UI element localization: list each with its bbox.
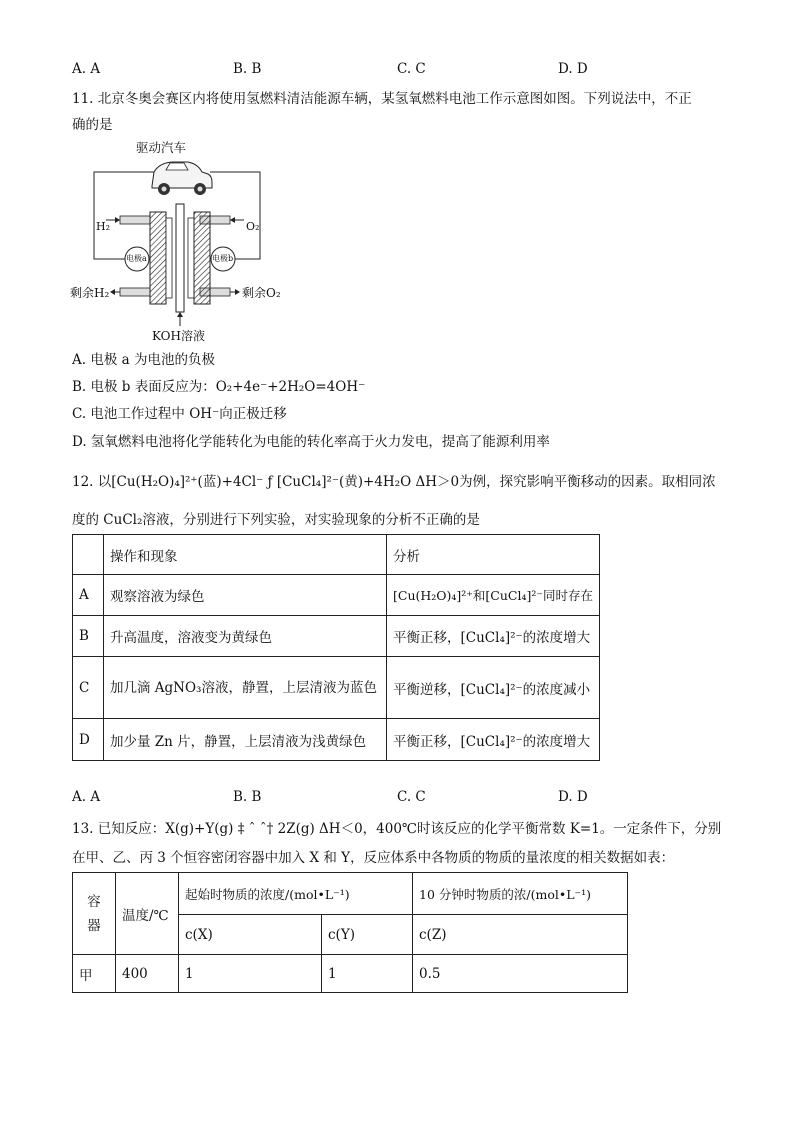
table-cell: 加几滴 AgNO₃溶液，静置，上层清液为蓝色 bbox=[104, 657, 387, 719]
table-cell: 操作和现象 bbox=[104, 535, 387, 575]
table-cell: A bbox=[73, 575, 104, 616]
q11-option-a: A. 电极 a 为电池的负极 bbox=[72, 352, 215, 368]
table-header-row bbox=[73, 535, 600, 575]
car-icon bbox=[152, 162, 212, 195]
container-header: 容器 bbox=[87, 893, 101, 934]
choice-b: B. B bbox=[233, 61, 262, 77]
table-row bbox=[73, 657, 600, 719]
car-label: 驱动汽车 bbox=[136, 140, 187, 155]
electrode-a-label: 电极a bbox=[126, 254, 147, 263]
q12-stem-line1: 12. 以[Cu(H₂O)₄]²⁺(蓝)+4Cl⁻ ƒ [CuCl₄]²⁻(黄)+4H₂O ΔH＞0为例，探究影响平衡移动的因素。取相同浓 bbox=[72, 474, 716, 490]
table-cell: 加少量 Zn 片，静置，上层清液为浅黄绿色 bbox=[104, 719, 387, 761]
fuel-cell-diagram bbox=[70, 134, 300, 344]
choice-d: D. D bbox=[558, 61, 588, 77]
table-cell: 分析 bbox=[387, 535, 600, 575]
table-cell: 平衡正移，[CuCl₄]²⁻的浓度增大 bbox=[387, 719, 600, 761]
table-cell: c(Y) bbox=[322, 915, 413, 955]
q12-choice-c: C. C bbox=[397, 789, 426, 805]
choice-c: C. C bbox=[397, 61, 426, 77]
table-cell: 0.5 bbox=[413, 955, 628, 993]
rest-o2-label: 剩余O₂ bbox=[242, 286, 281, 300]
table-cell: 1 bbox=[179, 955, 322, 993]
table-cell: D bbox=[73, 719, 104, 761]
table-cell: 起始时物质的浓度/(mol•L⁻¹) bbox=[179, 873, 413, 915]
q13-stem-line2: 在甲、乙、丙 3 个恒容密闭容器中加入 X 和 Y，反应体系中各物质的物质的量浓度的相关数据如表： bbox=[72, 850, 675, 866]
q13-table bbox=[72, 872, 628, 993]
q12-table bbox=[72, 534, 600, 761]
q12-choice-a: A. A bbox=[72, 789, 101, 805]
q12-choice-b: B. B bbox=[233, 789, 262, 805]
q11-stem-line2: 确的是 bbox=[72, 117, 113, 133]
table-cell: 观察溶液为绿色 bbox=[104, 575, 387, 616]
table-cell: [Cu(H₂O)₄]²⁺和[CuCl₄]²⁻同时存在 bbox=[387, 575, 600, 616]
choice-a: A. A bbox=[72, 61, 101, 77]
q13-stem-line1: 13. 已知反应：X(g)+Y(g) ‡ ˆ ˆ† 2Z(g) ΔH＜0，400℃时该反应的化学平衡常数 K=1。一定条件下，分别 bbox=[72, 821, 722, 837]
koh-label: KOH溶液 bbox=[152, 329, 205, 343]
q12-stem-line2: 度的 CuCl₂溶液，分别进行下列实验，对实验现象的分析不正确的是 bbox=[72, 512, 480, 528]
electrode-b-label: 电极b bbox=[212, 254, 234, 263]
table-row bbox=[73, 955, 628, 993]
table-cell: c(Z) bbox=[413, 915, 628, 955]
table-cell: 温度/℃ bbox=[116, 873, 179, 955]
table-cell: 升高温度，溶液变为黄绿色 bbox=[104, 616, 387, 657]
table-header-row bbox=[73, 873, 628, 915]
q11-stem-line1: 11. 北京冬奥会赛区内将使用氢燃料清洁能源车辆，某氢氧燃料电池工作示意图如图。下列说法中，不正 bbox=[72, 91, 692, 107]
o2-inlet-label: O₂ bbox=[246, 220, 260, 233]
table-cell: 400 bbox=[116, 955, 179, 993]
table-row bbox=[73, 719, 600, 761]
h2-inlet-label: H₂ bbox=[96, 220, 111, 233]
table-cell bbox=[73, 873, 116, 955]
table-cell: 平衡逆移，[CuCl₄]²⁻的浓度减小 bbox=[387, 657, 600, 719]
rest-h2-label: 剩余H₂ bbox=[70, 286, 110, 300]
table-cell: 平衡正移，[CuCl₄]²⁻的浓度增大 bbox=[387, 616, 600, 657]
q11-option-c: C. 电池工作过程中 OH⁻向正极迁移 bbox=[72, 406, 287, 422]
q11-option-b: B. 电极 b 表面反应为：O₂+4e⁻+2H₂O=4OH⁻ bbox=[72, 379, 366, 395]
q12-choice-d: D. D bbox=[558, 789, 588, 805]
table-cell: 甲 bbox=[73, 955, 116, 993]
table-cell: C bbox=[73, 657, 104, 719]
table-row bbox=[73, 575, 600, 616]
table-cell: B bbox=[73, 616, 104, 657]
table-row bbox=[73, 616, 600, 657]
table-cell: 1 bbox=[322, 955, 413, 993]
table-cell: c(X) bbox=[179, 915, 322, 955]
table-cell bbox=[73, 535, 104, 575]
q11-option-d: D. 氢氧燃料电池将化学能转化为电能的转化率高于火力发电，提高了能源利用率 bbox=[72, 434, 550, 450]
table-cell: 10 分钟时物质的浓/(mol•L⁻¹) bbox=[413, 873, 628, 915]
